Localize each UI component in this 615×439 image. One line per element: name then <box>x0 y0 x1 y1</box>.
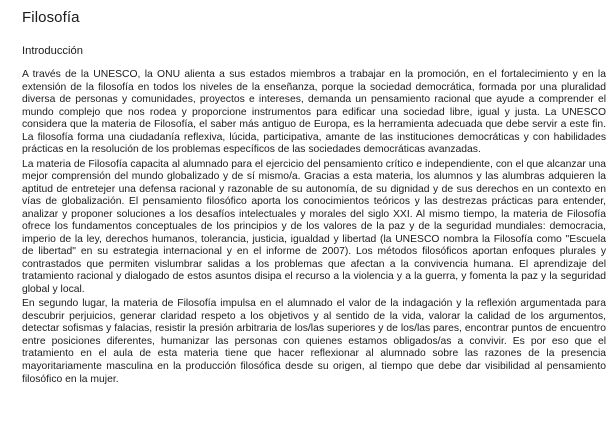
section-heading: Introducción <box>22 45 83 57</box>
document-title: Filosofía <box>22 9 80 26</box>
paragraph-3: En segundo lugar, la materia de Filosofía impulsa en el alumnado el valor de la indagación y la reflexión argumentada para descubrir perjuicios, generar claridad respeto a los objetivos y al sentido de la vida, valorar la calidad de los argumentos, detectar sofismas y falacias, resistir la presión arbitraria de los/las superiores y de los/las pares, encontrar puntos de encuentro entre posiciones diferentes, humanizar las personas con quienes estamos obligados/as a convivir. Es por eso que el tratamiento en el aula de esta materia tiene que hacer reflexionar al alumnado sobre las razones de la presencia mayoritariamente masculina en la producción filosófica desde su origen, al tiempo que debe dar visibilidad al pensamiento filosófico en la mujer. <box>22 298 606 385</box>
paragraph-1: A través de la UNESCO, la ONU alienta a sus estados miembros a trabajar en la promoción, en el fortalecimiento y en la extensión de la filosofía en todos los niveles de la enseñanza, porque la sociedad democrática, formada por una pluralidad diversa de personas y comunidades, proyectos e intereses, demanda un pensamiento racional que ayude a comprender el mundo complejo que nos rodea y proporcione instrumentos para edificar una sociedad libre, igual y justa. La UNESCO considera que la materia de Filosofía, el saber más antiguo de Europa, es la herramienta adecuada que debe servir a este fin. La filosofía forma una ciudadanía reflexiva, lúcida, participativa, amante de las instituciones democráticas y con habilidades prácticas en la resolución de los problemas específicos de las sociedades democráticas avanzadas. <box>22 69 606 156</box>
paragraph-2: La materia de Filosofía capacita al alumnado para el ejercicio del pensamiento crítico e independiente, con el que alcanzar una mejor comprensión del mundo globalizado y de sí mismo/a. Gracias a esta materia, los alumnos y las alumbras adquieren la aptitud de entretejer una defensa racional y razonable de su autonomía, de su dignidad y de sus derechos en un contexto en vías de globalización. El pensamiento filosófico aporta los conocimientos teóricos y las destrezas prácticas para entender, analizar y proponer soluciones a los desafíos intelectuales y morales del siglo XXI. Al mismo tiempo, la materia de Filosofía ofrece los fundamentos conceptuales de los principios y de los valores de la paz y de la seguridad mundiales: democracia, imperio de la ley, derechos humanos, tolerancia, justicia, igualdad y libertad (la UNESCO nombra la Filosofía como "Escuela de libertad" en su estrategia internacional y en el informe de 2007). Los métodos filosóficos aportan enfoques plurales y contrastados que permiten vislumbrar salidas a los problemas que afectan a la convivencia humana. El aprendizaje del tratamiento racional y dialogado de estos asuntos disipa el recurso a la violencia y a la guerra, y fomenta la paz y la seguridad global y local. <box>22 158 606 295</box>
document-body <box>22 69 606 388</box>
